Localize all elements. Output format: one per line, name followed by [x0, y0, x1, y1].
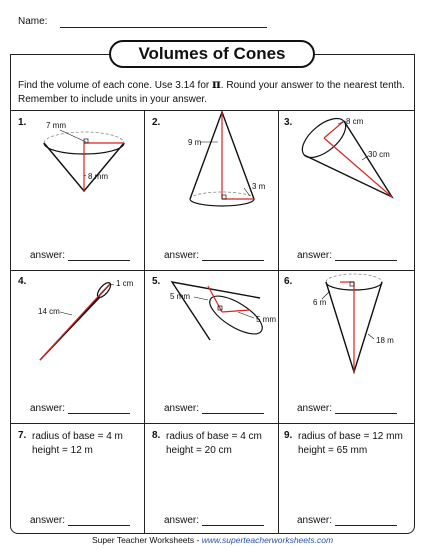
height-text: height = 12 m: [32, 445, 93, 456]
svg-text:9 m: 9 m: [188, 138, 202, 147]
radius-text: radius of base = 12 mm: [298, 431, 403, 442]
answer-field[interactable]: [68, 413, 130, 414]
answer-field[interactable]: [68, 525, 130, 526]
problem-number: 2.: [152, 117, 161, 128]
height-text: height = 65 mm: [298, 445, 368, 456]
problem-number: 7.: [18, 430, 27, 441]
problem-number: 3.: [284, 117, 293, 128]
radius-text: radius of base = 4 cm: [166, 431, 262, 442]
answer-field[interactable]: [202, 525, 264, 526]
problem-number: 5.: [152, 276, 161, 287]
height-text: height = 20 cm: [166, 445, 232, 456]
svg-text:7 mm: 7 mm: [46, 121, 66, 130]
answer-label: answer:: [30, 403, 66, 414]
page-title: Volumes of Cones: [109, 40, 315, 68]
name-label: Name:: [18, 16, 48, 27]
footer-link[interactable]: www.superteacherworksheets.com: [201, 535, 334, 545]
svg-text:14 cm: 14 cm: [38, 307, 60, 316]
dimension-label: [376, 335, 406, 347]
problem-number: 9.: [284, 430, 293, 441]
word-problem: [166, 430, 262, 458]
pi-symbol: π: [212, 77, 221, 91]
svg-text:8 cm: 8 cm: [346, 117, 364, 126]
svg-text:8 mm: 8 mm: [88, 172, 108, 181]
problem-number: 8.: [152, 430, 161, 441]
svg-text:30 cm: 30 cm: [368, 150, 390, 159]
answer-label: answer:: [30, 515, 66, 526]
answer-label: answer:: [164, 515, 200, 526]
svg-text:1 cm: 1 cm: [116, 279, 134, 288]
answer-label: answer:: [30, 250, 66, 261]
word-problem: [298, 430, 403, 458]
answer-label: answer:: [297, 250, 333, 261]
svg-text:5 mm: 5 mm: [256, 315, 276, 324]
svg-text:6 m: 6 m: [313, 298, 327, 307]
answer-field[interactable]: [335, 413, 397, 414]
answer-field[interactable]: [335, 260, 397, 261]
answer-field[interactable]: [335, 525, 397, 526]
instructions-text-2: . Round your answer to the nearest tenth. Remember to include units in your answer.: [18, 80, 405, 105]
problem-number: 1.: [18, 117, 27, 128]
answer-field[interactable]: [202, 413, 264, 414]
radius-text: radius of base = 4 m: [32, 431, 123, 442]
answer-label: answer:: [164, 250, 200, 261]
footer-text: Super Teacher Worksheets -: [91, 535, 202, 545]
answer-field[interactable]: [68, 260, 130, 261]
problem-number: 4.: [18, 276, 27, 287]
answer-label: answer:: [164, 403, 200, 414]
svg-text:5 mm: 5 mm: [170, 292, 190, 301]
answer-label: answer:: [297, 403, 333, 414]
answer-label: answer:: [297, 515, 333, 526]
svg-text:18 m: 18 m: [376, 336, 394, 345]
answer-field[interactable]: [202, 260, 264, 261]
instructions-text-1: Find the volume of each cone. Use 3.14 for: [18, 80, 212, 91]
problem-number: 6.: [284, 276, 293, 287]
word-problem: [32, 430, 123, 458]
svg-text:3 m: 3 m: [252, 182, 266, 191]
dimension-label: [313, 297, 338, 309]
footer: [0, 535, 425, 545]
